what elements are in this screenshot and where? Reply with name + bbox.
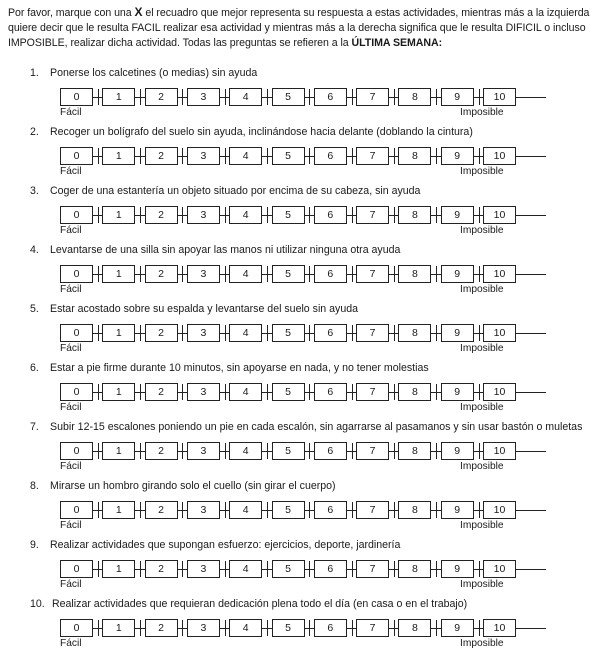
scale-tick: [352, 148, 353, 164]
question-text: [30, 479, 336, 493]
rating-box-0[interactable]: 0: [60, 442, 93, 460]
question-label: Realizar actividades que supongan esfuerzo: ejercicios, deporte, jardinería: [50, 539, 401, 551]
scale-tick: [309, 384, 310, 400]
rating-box-1[interactable]: 1: [102, 383, 135, 401]
rating-box-7[interactable]: 7: [356, 442, 389, 460]
question-text: [30, 302, 358, 316]
rating-box-10[interactable]: 10: [483, 147, 516, 165]
rating-box-1[interactable]: 1: [102, 206, 135, 224]
rating-box-9[interactable]: 9: [441, 442, 474, 460]
rating-box-5[interactable]: 5: [272, 501, 305, 519]
question-text: [30, 125, 473, 139]
rating-scale: [60, 383, 546, 401]
scale-tick: [98, 561, 99, 577]
question-10: [30, 597, 595, 655]
question-5: [30, 302, 595, 360]
rating-box-8[interactable]: 8: [398, 324, 431, 342]
scale-tick: [309, 561, 310, 577]
rating-box-10[interactable]: 10: [483, 383, 516, 401]
rating-scale: [60, 324, 546, 342]
scale-tick: [436, 89, 437, 105]
scale-tick: [267, 325, 268, 341]
scale-tick: [352, 207, 353, 223]
rating-box-0[interactable]: 0: [60, 501, 93, 519]
question-number: 4.: [30, 244, 39, 256]
question-label: Coger de una estantería un objeto situado por encima de su cabeza, sin ayuda: [50, 185, 421, 197]
rating-box-0[interactable]: 0: [60, 560, 93, 578]
scale-tick: [225, 443, 226, 459]
scale-tick: [98, 620, 99, 636]
rating-box-6[interactable]: 6: [314, 383, 347, 401]
question-number: 8.: [30, 480, 39, 492]
rating-box-0[interactable]: 0: [60, 383, 93, 401]
scale-max-label: Imposible: [460, 166, 504, 177]
question-text: [30, 597, 467, 611]
scale-tick: [394, 325, 395, 341]
question-number: 9.: [30, 539, 39, 551]
question-text: [30, 361, 429, 375]
rating-box-9[interactable]: 9: [441, 501, 474, 519]
rating-box-3[interactable]: 3: [187, 619, 220, 637]
rating-scale: [60, 619, 546, 637]
question-label: Ponerse los calcetines (o medias) sin ayuda: [50, 67, 258, 79]
rating-box-8[interactable]: 8: [398, 560, 431, 578]
rating-box-10[interactable]: 10: [483, 501, 516, 519]
rating-scale: [60, 442, 546, 460]
scale-tick: [479, 89, 480, 105]
scale-tick: [436, 502, 437, 518]
rating-box-7[interactable]: 7: [356, 383, 389, 401]
rating-box-7[interactable]: 7: [356, 88, 389, 106]
rating-box-8[interactable]: 8: [398, 88, 431, 106]
scale-tick: [140, 325, 141, 341]
scale-tick: [267, 384, 268, 400]
rating-box-4[interactable]: 4: [229, 619, 262, 637]
scale-tick: [479, 384, 480, 400]
scale-tick: [98, 384, 99, 400]
rating-box-3[interactable]: 3: [187, 88, 220, 106]
scale-tick: [479, 620, 480, 636]
question-label: Levantarse de una silla sin apoyar las manos ni utilizar ninguna otra ayuda: [50, 244, 401, 256]
question-text: [30, 66, 257, 80]
rating-box-2[interactable]: 2: [145, 147, 178, 165]
rating-scale: [60, 147, 546, 165]
scale-tick: [225, 502, 226, 518]
scale-tick: [394, 620, 395, 636]
scale-tick: [98, 89, 99, 105]
question-number: 3.: [30, 185, 39, 197]
scale-tick: [98, 148, 99, 164]
question-label: Estar acostado sobre su espalda y levantarse del suelo sin ayuda: [50, 303, 358, 315]
scale-tick: [98, 443, 99, 459]
rating-box-7[interactable]: 7: [356, 619, 389, 637]
rating-box-5[interactable]: 5: [272, 442, 305, 460]
instructions-text-1: Por favor, marque con una: [8, 7, 132, 19]
rating-box-4[interactable]: 4: [229, 88, 262, 106]
scale-tick: [140, 148, 141, 164]
question-label: Recoger un bolígrafo del suelo sin ayuda, inclinándose hacia delante (doblando la cintura): [50, 126, 473, 138]
scale-tick: [309, 207, 310, 223]
scale-tick: [182, 148, 183, 164]
scale-tick: [182, 89, 183, 105]
rating-box-1[interactable]: 1: [102, 88, 135, 106]
rating-box-9[interactable]: 9: [441, 324, 474, 342]
scale-tick: [352, 325, 353, 341]
instructions-emphasis: ÚLTIMA SEMANA:: [351, 37, 443, 49]
scale-tick: [479, 266, 480, 282]
scale-max-label: Imposible: [460, 107, 504, 118]
scale-tick: [479, 325, 480, 341]
scale-tick: [394, 89, 395, 105]
scale-tick: [309, 502, 310, 518]
rating-box-4[interactable]: 4: [229, 560, 262, 578]
scale-min-label: Fácil: [60, 225, 82, 236]
rating-box-0[interactable]: 0: [60, 88, 93, 106]
scale-tick: [394, 384, 395, 400]
rating-box-5[interactable]: 5: [272, 619, 305, 637]
scale-tick: [479, 443, 480, 459]
scale-tick: [182, 325, 183, 341]
rating-box-8[interactable]: 8: [398, 383, 431, 401]
rating-box-8[interactable]: 8: [398, 147, 431, 165]
scale-tick: [436, 620, 437, 636]
scale-min-label: Fácil: [60, 402, 82, 413]
rating-box-1[interactable]: 1: [102, 560, 135, 578]
scale-tick: [182, 443, 183, 459]
rating-box-6[interactable]: 6: [314, 619, 347, 637]
scale-tick: [225, 325, 226, 341]
rating-box-3[interactable]: 3: [187, 442, 220, 460]
scale-tick: [479, 561, 480, 577]
rating-box-6[interactable]: 6: [314, 324, 347, 342]
question-2: [30, 125, 595, 183]
rating-box-0[interactable]: 0: [60, 265, 93, 283]
rating-scale: [60, 265, 546, 283]
scale-tick: [394, 207, 395, 223]
scale-tick: [352, 384, 353, 400]
rating-box-4[interactable]: 4: [229, 147, 262, 165]
scale-min-label: Fácil: [60, 284, 82, 295]
scale-tick: [267, 502, 268, 518]
scale-min-label: Fácil: [60, 107, 82, 118]
scale-max-label: Imposible: [460, 284, 504, 295]
instructions-text-2: el recuadro que mejor representa su respuesta a estas actividades, mientras más a la izquierda quiere decir que le resulta FACIL realizar esa actividad y mientras más a la derecha significa que le resulta DIFICIL o incluso IMPOSIBLE, realizar dicha actividad. Todas las preguntas se refieren a la: [8, 7, 590, 49]
scale-tick: [225, 561, 226, 577]
rating-box-3[interactable]: 3: [187, 265, 220, 283]
question-label: Subir 12-15 escalones poniendo un pie en cada escalón, sin agarrarse al pasamanos y sin usar bastón o muletas: [50, 421, 583, 433]
scale-tick: [309, 148, 310, 164]
rating-box-5[interactable]: 5: [272, 383, 305, 401]
rating-box-8[interactable]: 8: [398, 206, 431, 224]
scale-tick: [394, 443, 395, 459]
scale-max-label: Imposible: [460, 225, 504, 236]
rating-box-9[interactable]: 9: [441, 265, 474, 283]
rating-box-2[interactable]: 2: [145, 501, 178, 519]
scale-max-label: Imposible: [460, 402, 504, 413]
scale-tick: [225, 266, 226, 282]
rating-box-6[interactable]: 6: [314, 147, 347, 165]
scale-tick: [182, 502, 183, 518]
rating-box-1[interactable]: 1: [102, 265, 135, 283]
rating-box-10[interactable]: 10: [483, 265, 516, 283]
question-number: 7.: [30, 421, 39, 433]
rating-box-2[interactable]: 2: [145, 442, 178, 460]
scale-tick: [394, 502, 395, 518]
scale-tick: [267, 266, 268, 282]
rating-box-5[interactable]: 5: [272, 265, 305, 283]
rating-box-2[interactable]: 2: [145, 383, 178, 401]
rating-box-2[interactable]: 2: [145, 560, 178, 578]
rating-box-5[interactable]: 5: [272, 560, 305, 578]
question-number: 10.: [30, 598, 45, 610]
rating-box-4[interactable]: 4: [229, 383, 262, 401]
rating-box-6[interactable]: 6: [314, 88, 347, 106]
scale-tick: [436, 148, 437, 164]
rating-box-9[interactable]: 9: [441, 619, 474, 637]
rating-box-3[interactable]: 3: [187, 383, 220, 401]
rating-box-0[interactable]: 0: [60, 619, 93, 637]
scale-tick: [98, 502, 99, 518]
rating-box-3[interactable]: 3: [187, 206, 220, 224]
rating-scale: [60, 501, 546, 519]
rating-box-2[interactable]: 2: [145, 324, 178, 342]
rating-box-5[interactable]: 5: [272, 324, 305, 342]
rating-box-2[interactable]: 2: [145, 206, 178, 224]
scale-tick: [140, 266, 141, 282]
question-text: [30, 420, 582, 434]
question-1: [30, 66, 595, 124]
scale-min-label: Fácil: [60, 461, 82, 472]
rating-box-0[interactable]: 0: [60, 324, 93, 342]
rating-box-5[interactable]: 5: [272, 88, 305, 106]
scale-tick: [309, 620, 310, 636]
rating-box-3[interactable]: 3: [187, 324, 220, 342]
rating-box-4[interactable]: 4: [229, 206, 262, 224]
scale-tick: [267, 561, 268, 577]
scale-max-label: Imposible: [460, 579, 504, 590]
rating-box-10[interactable]: 10: [483, 619, 516, 637]
rating-box-8[interactable]: 8: [398, 501, 431, 519]
scale-tick: [140, 207, 141, 223]
question-number: 6.: [30, 362, 39, 374]
rating-box-9[interactable]: 9: [441, 88, 474, 106]
scale-tick: [98, 325, 99, 341]
scale-tick: [436, 384, 437, 400]
scale-tick: [182, 561, 183, 577]
rating-box-9[interactable]: 9: [441, 383, 474, 401]
scale-tick: [394, 561, 395, 577]
scale-tick: [352, 89, 353, 105]
rating-box-8[interactable]: 8: [398, 619, 431, 637]
rating-box-6[interactable]: 6: [314, 265, 347, 283]
scale-tick: [225, 384, 226, 400]
scale-tick: [479, 207, 480, 223]
scale-tick: [309, 89, 310, 105]
scale-tick: [267, 89, 268, 105]
rating-box-8[interactable]: 8: [398, 265, 431, 283]
question-6: [30, 361, 595, 419]
question-number: 2.: [30, 126, 39, 138]
rating-box-6[interactable]: 6: [314, 501, 347, 519]
instructions: [8, 5, 593, 51]
rating-box-1[interactable]: 1: [102, 147, 135, 165]
question-4: [30, 243, 595, 301]
question-label: Mirarse un hombro girando solo el cuello (sin girar el cuerpo): [50, 480, 336, 492]
rating-box-1[interactable]: 1: [102, 619, 135, 637]
scale-min-label: Fácil: [60, 166, 82, 177]
scale-tick: [267, 148, 268, 164]
scale-tick: [225, 207, 226, 223]
scale-tick: [352, 266, 353, 282]
rating-box-9[interactable]: 9: [441, 206, 474, 224]
rating-box-7[interactable]: 7: [356, 265, 389, 283]
rating-box-7[interactable]: 7: [356, 560, 389, 578]
scale-tick: [182, 620, 183, 636]
rating-box-6[interactable]: 6: [314, 442, 347, 460]
scale-tick: [182, 384, 183, 400]
scale-tick: [436, 561, 437, 577]
rating-box-9[interactable]: 9: [441, 147, 474, 165]
scale-tick: [267, 620, 268, 636]
question-text: [30, 243, 400, 257]
rating-box-4[interactable]: 4: [229, 501, 262, 519]
scale-tick: [225, 620, 226, 636]
rating-box-6[interactable]: 6: [314, 560, 347, 578]
rating-box-1[interactable]: 1: [102, 501, 135, 519]
scale-tick: [352, 561, 353, 577]
rating-box-8[interactable]: 8: [398, 442, 431, 460]
scale-max-label: Imposible: [460, 520, 504, 531]
question-label: Realizar actividades que requieran dedicación plena todo el día (en casa o en el trabajo): [52, 598, 468, 610]
scale-max-label: Imposible: [460, 461, 504, 472]
scale-tick: [352, 620, 353, 636]
rating-scale: [60, 560, 546, 578]
question-text: [30, 538, 400, 552]
scale-tick: [479, 148, 480, 164]
scale-tick: [394, 266, 395, 282]
scale-tick: [98, 207, 99, 223]
scale-min-label: Fácil: [60, 520, 82, 531]
rating-box-9[interactable]: 9: [441, 560, 474, 578]
scale-tick: [436, 266, 437, 282]
rating-box-10[interactable]: 10: [483, 324, 516, 342]
scale-tick: [225, 89, 226, 105]
scale-tick: [140, 620, 141, 636]
rating-box-4[interactable]: 4: [229, 324, 262, 342]
instructions-mark: X: [134, 5, 143, 19]
scale-tick: [309, 266, 310, 282]
rating-box-2[interactable]: 2: [145, 88, 178, 106]
question-number: 5.: [30, 303, 39, 315]
rating-box-0[interactable]: 0: [60, 147, 93, 165]
rating-box-7[interactable]: 7: [356, 501, 389, 519]
scale-tick: [182, 207, 183, 223]
scale-tick: [140, 89, 141, 105]
question-label: Estar a pie firme durante 10 minutos, sin apoyarse en nada, y no tener molestias: [50, 362, 429, 374]
rating-box-2[interactable]: 2: [145, 265, 178, 283]
scale-tick: [352, 443, 353, 459]
scale-max-label: Imposible: [460, 343, 504, 354]
rating-box-1[interactable]: 1: [102, 442, 135, 460]
rating-box-4[interactable]: 4: [229, 442, 262, 460]
question-9: [30, 538, 595, 596]
question-3: [30, 184, 595, 242]
rating-box-10[interactable]: 10: [483, 88, 516, 106]
rating-box-5[interactable]: 5: [272, 206, 305, 224]
question-7: [30, 420, 595, 478]
rating-box-1[interactable]: 1: [102, 324, 135, 342]
scale-tick: [140, 384, 141, 400]
scale-min-label: Fácil: [60, 638, 82, 649]
scale-tick: [140, 502, 141, 518]
scale-tick: [140, 561, 141, 577]
scale-tick: [436, 443, 437, 459]
rating-box-7[interactable]: 7: [356, 147, 389, 165]
scale-tick: [267, 207, 268, 223]
scale-tick: [479, 502, 480, 518]
rating-box-10[interactable]: 10: [483, 560, 516, 578]
rating-box-6[interactable]: 6: [314, 206, 347, 224]
question-number: 1.: [30, 67, 39, 79]
scale-max-label: Imposible: [460, 638, 504, 649]
rating-box-0[interactable]: 0: [60, 206, 93, 224]
scale-tick: [98, 266, 99, 282]
rating-box-3[interactable]: 3: [187, 560, 220, 578]
scale-tick: [182, 266, 183, 282]
rating-box-10[interactable]: 10: [483, 442, 516, 460]
question-8: [30, 479, 595, 537]
scale-min-label: Fácil: [60, 579, 82, 590]
scale-tick: [309, 325, 310, 341]
scale-tick: [225, 148, 226, 164]
scale-tick: [394, 148, 395, 164]
rating-box-3[interactable]: 3: [187, 147, 220, 165]
rating-box-5[interactable]: 5: [272, 147, 305, 165]
scale-tick: [309, 443, 310, 459]
rating-box-7[interactable]: 7: [356, 324, 389, 342]
question-text: [30, 184, 420, 198]
scale-min-label: Fácil: [60, 343, 82, 354]
scale-tick: [352, 502, 353, 518]
rating-box-7[interactable]: 7: [356, 206, 389, 224]
scale-tick: [267, 443, 268, 459]
scale-tick: [436, 207, 437, 223]
scale-tick: [436, 325, 437, 341]
rating-box-3[interactable]: 3: [187, 501, 220, 519]
rating-box-2[interactable]: 2: [145, 619, 178, 637]
rating-scale: [60, 88, 546, 106]
scale-tick: [140, 443, 141, 459]
rating-box-4[interactable]: 4: [229, 265, 262, 283]
rating-scale: [60, 206, 546, 224]
rating-box-10[interactable]: 10: [483, 206, 516, 224]
